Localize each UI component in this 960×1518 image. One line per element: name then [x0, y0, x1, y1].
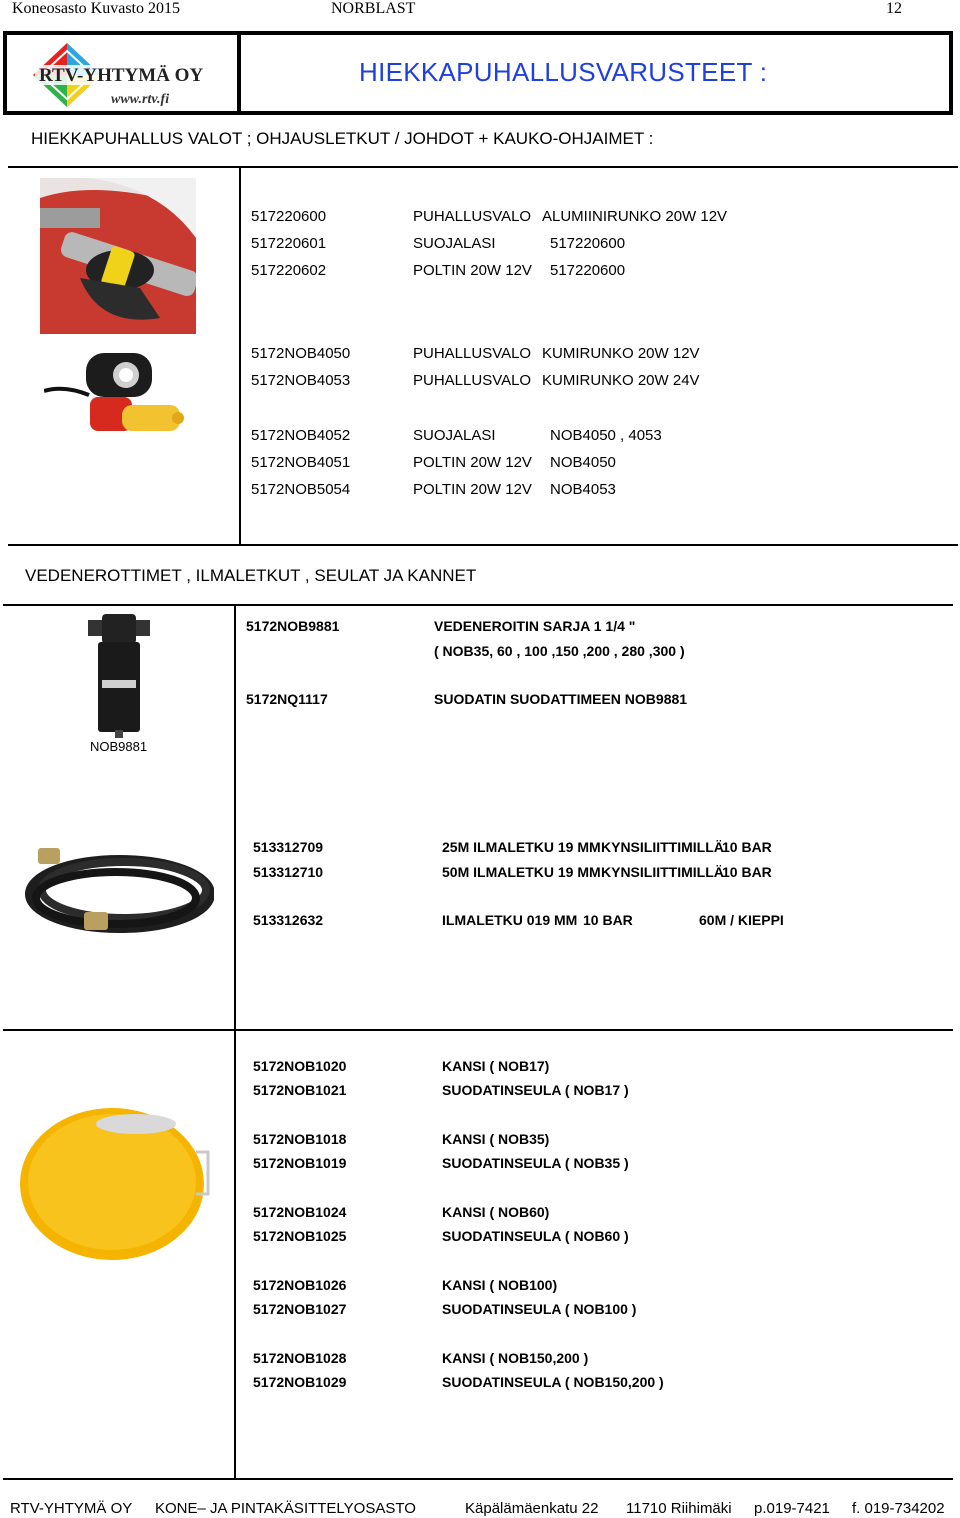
divider	[3, 604, 953, 606]
page-number: 12	[886, 0, 902, 17]
divider	[234, 606, 236, 1480]
catalog-name: Koneosasto Kuvasto 2015	[12, 0, 180, 17]
logo-text: RTV-YHTYMÄ OY	[39, 65, 204, 86]
company-logo	[29, 39, 229, 109]
footer-city: 11710 Riihimäki	[626, 1500, 732, 1517]
divider	[3, 1029, 953, 1031]
section2-title: VEDENEROTTIMET , ILMALETKUT , SEULAT JA KANNET	[25, 566, 477, 585]
footer-department: KONE– JA PINTAKÄSITTELYOSASTO	[155, 1500, 416, 1517]
divider	[8, 166, 958, 168]
page-title: HIEKKAPUHALLUSVARUSTEET :	[359, 57, 768, 87]
header-divider	[237, 35, 241, 111]
water-separator-image	[88, 614, 150, 738]
logo-url: www.rtv.fi	[111, 92, 170, 107]
footer-company: RTV-YHTYMÄ OY	[10, 1500, 133, 1517]
divider	[239, 168, 241, 545]
filter-lid-image	[16, 1102, 212, 1262]
blast-light-rubber-image	[44, 345, 186, 445]
blast-light-aluminium-image	[40, 178, 196, 334]
brand-name: NORBLAST	[331, 0, 416, 17]
divider	[8, 544, 958, 546]
footer-street: Käpälämäenkatu 22	[465, 1500, 599, 1517]
footer-fax: f. 019-734202	[852, 1500, 945, 1517]
filter-caption: NOB9881	[90, 739, 148, 754]
header-box	[3, 31, 953, 115]
air-hose-image	[20, 842, 214, 938]
divider	[3, 1478, 953, 1480]
footer-phone: p.019-7421	[754, 1500, 830, 1517]
section1-title: HIEKKAPUHALLUS VALOT ; OHJAUSLETKUT / JOHDOT + KAUKO-OHJAIMET :	[31, 129, 654, 148]
